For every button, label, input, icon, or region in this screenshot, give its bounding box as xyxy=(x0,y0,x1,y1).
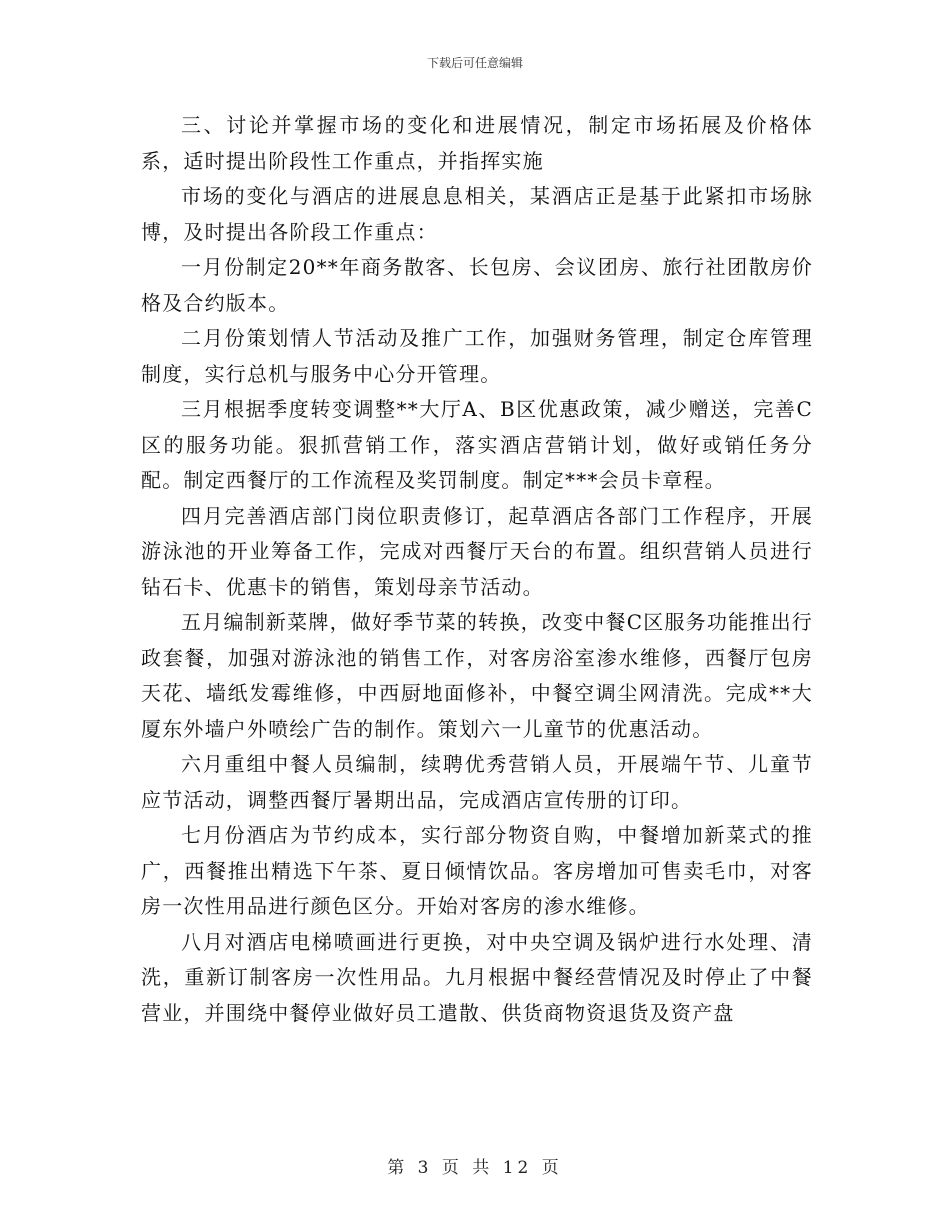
paragraph-5: 三月根据季度转变调整**大厅A、B区优惠政策，减少赠送，完善C区的服务功能。狠抓营销工作，落实酒店营销计划，做好或销任务分配。制定西餐厅的工作流程及奖罚制度。制定***会员卡章程。 xyxy=(141,397,813,492)
paragraph-6: 四月完善酒店部门岗位职责修订，起草酒店各部门工作程序，开展游泳池的开业筹备工作，完成对西餐厅天台的布置。组织营销人员进行钻石卡、优惠卡的销售，策划母亲节活动。 xyxy=(141,503,813,599)
paragraph-4: 二月份策划情人节活动及推广工作，加强财务管理，制定仓库管理制度，实行总机与服务中心分开管理。 xyxy=(141,326,813,386)
paragraph-3: 一月份制定20**年商务散客、长包房、会议团房、旅行社团散房价格及合约版本。 xyxy=(141,255,813,315)
document-body xyxy=(141,108,813,1031)
paragraph-8: 六月重组中餐人员编制，续聘优秀营销人员，开展端午节、儿童节应节活动，调整西餐厅暑期出品，完成酒店宣传册的订印。 xyxy=(141,752,813,812)
paragraph-7: 五月编制新菜牌，做好季节菜的转换，改变中餐C区服务功能推出行政套餐，加强对游泳池的销售工作，对客房浴室渗水维修，西餐厅包房天花、墙纸发霉维修，中西厨地面修补，中餐空调尘网清洗。完成**大厦东外墙户外喷绘广告的制作。策划六一儿童节的优惠活动。 xyxy=(141,610,813,741)
page-header: 下载后可任意编辑 xyxy=(426,56,523,70)
paragraph-2: 市场的变化与酒店的进展息息相关，某酒店正是基于此紧扣市场脉博，及时提出各阶段工作重点： xyxy=(141,184,813,244)
paragraph-10: 八月对酒店电梯喷画进行更换，对中央空调及锅炉进行水处理、清洗，重新订制客房一次性用品。九月根据中餐经营情况及时停止了中餐营业，并围绕中餐停业做好员工遣散、供货商物资退货及资产盘 xyxy=(141,929,813,1025)
paragraph-1: 三、讨论并掌握市场的变化和进展情况，制定市场拓展及价格体系，适时提出阶段性工作重点，并指挥实施 xyxy=(141,113,813,173)
paragraph-9: 七月份酒店为节约成本，实行部分物资自购，中餐增加新菜式的推广，西餐推出精选下午茶、夏日倾情饮品。客房增加可售卖毛巾，对客房一次性用品进行颜色区分。开始对客房的渗水维修。 xyxy=(141,823,813,918)
page-number: 第 3 页 共 12 页 xyxy=(387,1158,563,1178)
